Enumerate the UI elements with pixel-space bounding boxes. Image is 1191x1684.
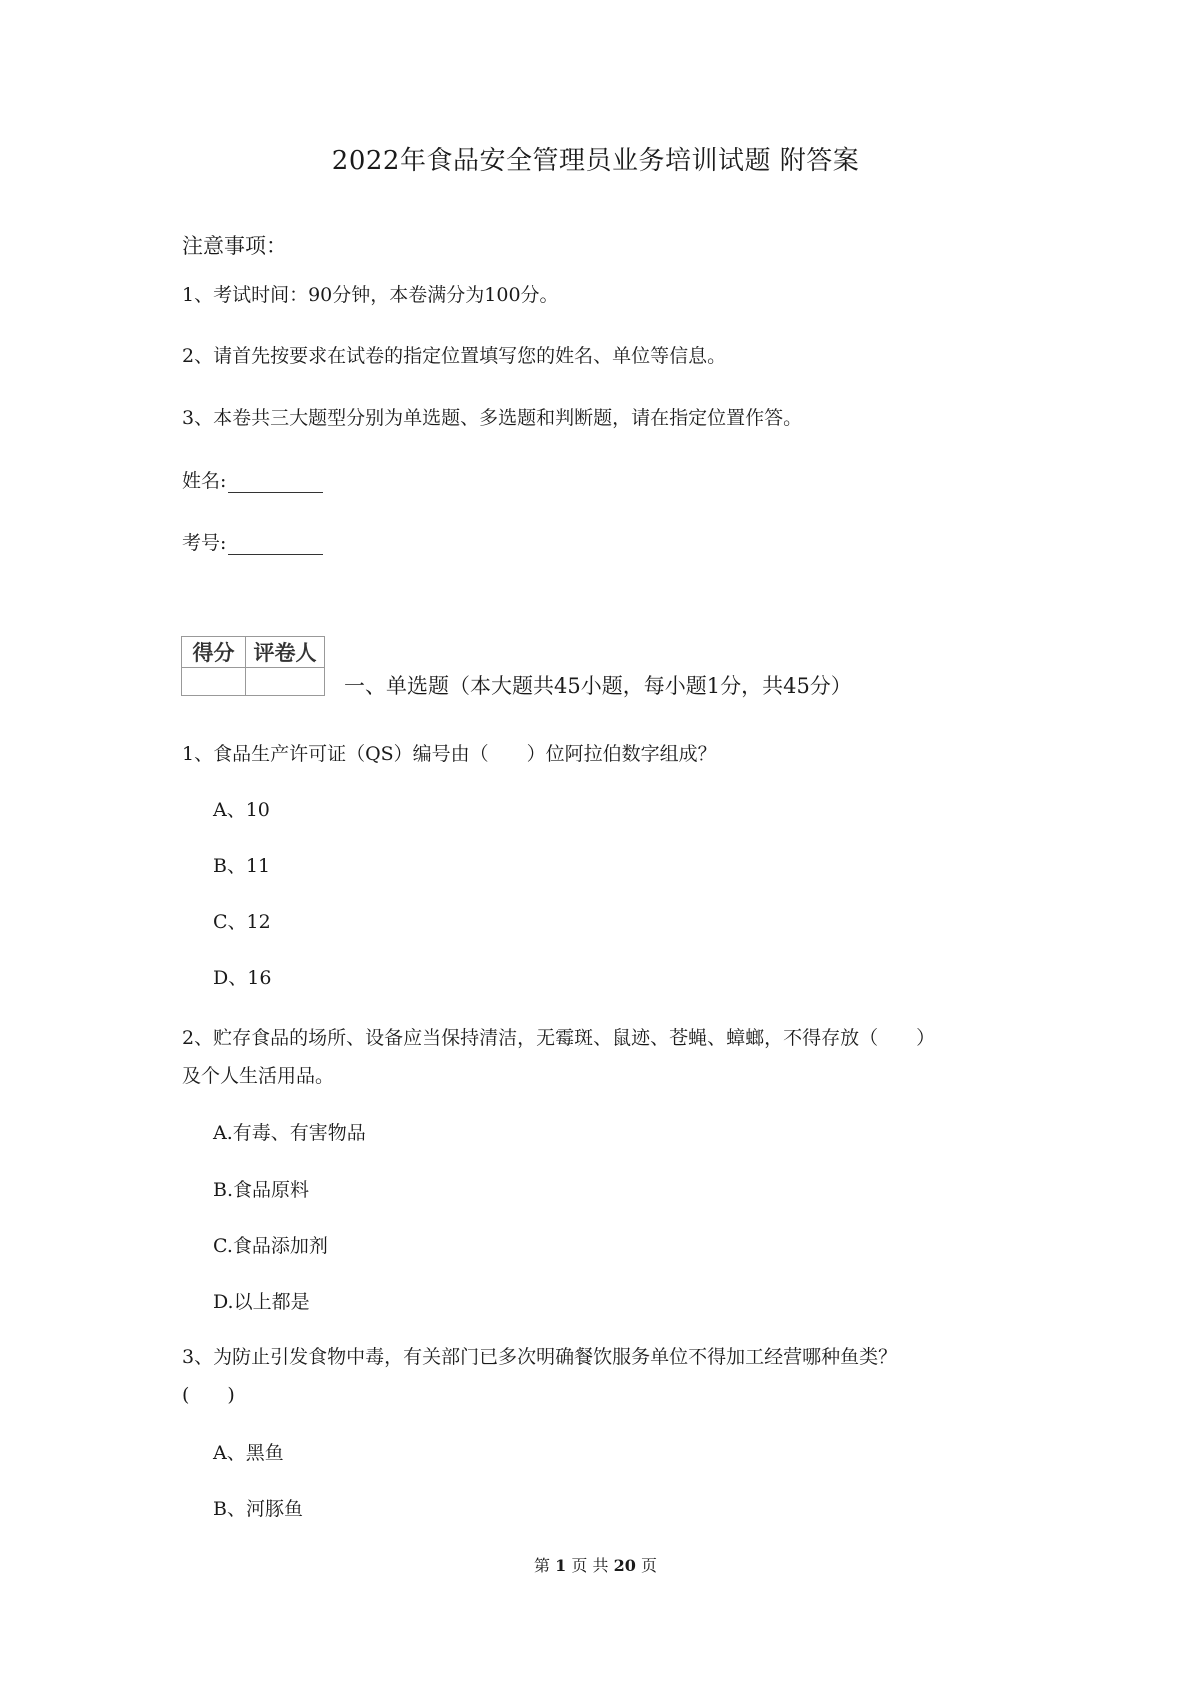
- grader-label: 评卷人: [246, 637, 325, 668]
- name-field: [182, 466, 323, 493]
- section-heading: 一、单选题（本大题共45小题，每小题1分，共45分）: [344, 674, 852, 698]
- footer-total-pages: 20: [613, 1556, 636, 1575]
- question-text-cont: 及个人生活用品。: [182, 1065, 335, 1087]
- name-blank[interactable]: [228, 472, 323, 493]
- question-text: 3、为防止引发食物中毒，有关部门已多次明确餐饮服务单位不得加工经营哪种鱼类？: [182, 1346, 898, 1368]
- option-item: D、16: [213, 967, 272, 989]
- footer-prefix: 第: [534, 1556, 551, 1575]
- option-item: A、10: [213, 799, 270, 821]
- notes-heading: 注意事项：: [182, 234, 287, 258]
- note-item: 1、考试时间：90分钟，本卷满分为100分。: [182, 284, 559, 306]
- id-label: 考号:: [182, 532, 227, 554]
- id-blank[interactable]: [228, 534, 323, 555]
- option-item: B.食品原料: [213, 1179, 310, 1201]
- footer-page-number: 1: [555, 1556, 567, 1575]
- question-text: 2、贮存食品的场所、设备应当保持清洁，无霉斑、鼠迹、苍蝇、蟑螂，不得存放（ ）: [182, 1027, 936, 1049]
- option-item: C.食品添加剂: [213, 1235, 328, 1257]
- score-cell[interactable]: [182, 668, 246, 696]
- option-item: A.有毒、有害物品: [213, 1122, 366, 1144]
- page-title: 2022年食品安全管理员业务培训试题 附答案: [331, 146, 860, 176]
- option-item: B、11: [213, 855, 271, 877]
- option-item: B、河豚鱼: [213, 1498, 303, 1520]
- score-label: 得分: [182, 637, 246, 668]
- grader-cell[interactable]: [246, 668, 325, 696]
- name-label: 姓名:: [182, 470, 227, 492]
- option-item: C、12: [213, 911, 271, 933]
- question-text: 1、食品生产许可证（QS）编号由（ ）位阿拉伯数字组成？: [182, 743, 717, 765]
- option-item: D.以上都是: [213, 1291, 310, 1313]
- note-item: 2、请首先按要求在试卷的指定位置填写您的姓名、单位等信息。: [182, 345, 727, 367]
- footer-middle: 页 共: [571, 1556, 609, 1575]
- page-footer: [0, 1553, 1191, 1576]
- note-item: 3、本卷共三大题型分别为单选题、多选题和判断题，请在指定位置作答。: [182, 407, 803, 429]
- question-text-cont: ( ): [182, 1384, 235, 1406]
- footer-suffix: 页: [640, 1556, 657, 1575]
- option-item: A、黑鱼: [213, 1442, 284, 1464]
- id-field: [182, 528, 323, 555]
- score-box: [181, 636, 325, 696]
